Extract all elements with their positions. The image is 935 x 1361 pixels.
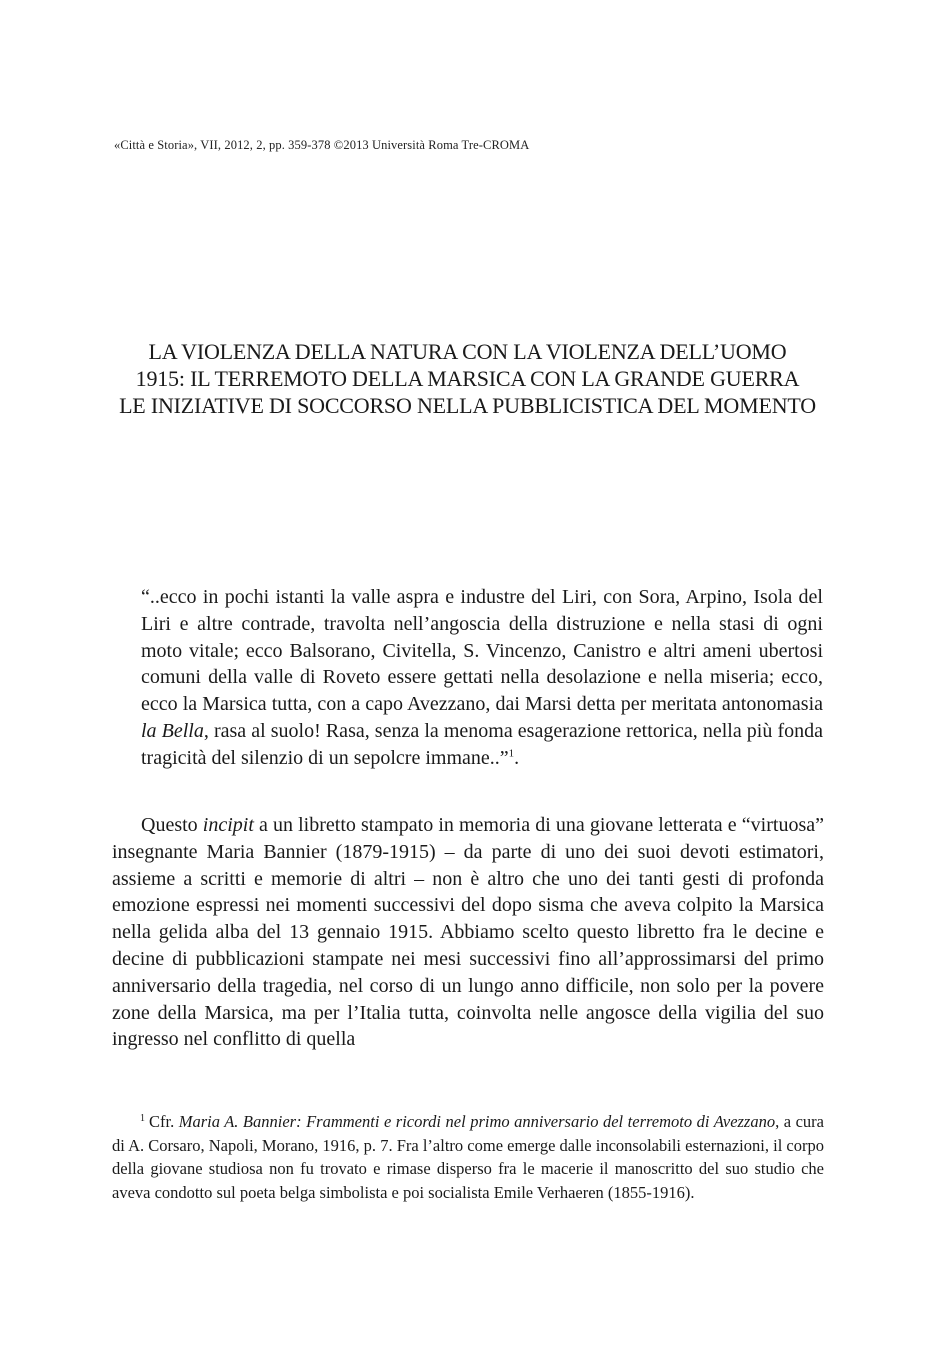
quote-italic: la Bella — [141, 719, 204, 742]
footnote-number: 1 — [140, 1112, 145, 1124]
quote-text-start: “..ecco in pochi istanti la valle aspra e industre del Liri, con Sora, Arpino, Isola del Liri e altre contrade, travolta nell’angoscia della distruzione e nella stasi di ogni moto vitale; ecco Balsorano, Civitella, S. Vincenzo, Canistro e altri ameni ubertosi comuni della valle di Roveto essere gettati nella desolazione e nella miseria; ecco, ecco la Marsica tutta, con a capo Avezzano, dai Marsi detta per meritata antonomasia — [141, 586, 823, 716]
footnote-italic-title: Maria A. Bannier: Frammenti e ricordi nel primo anniversario del terremoto di Avezzano — [178, 1112, 776, 1131]
title-line-1: LA VIOLENZA DELLA NATURA CON LA VIOLENZA DELL’UOMO — [148, 339, 787, 364]
footnote — [112, 1110, 824, 1204]
title-line-3: LE INIZIATIVE DI SOCCORSO NELLA PUBBLICISTICA DEL MOMENTO — [119, 393, 816, 418]
paragraph-rest: a un libretto stampato in memoria di una giovane letterata e “virtuosa” insegnante Maria Bannier (1879-1915) – da parte di uno dei suoi devoti estimatori, assieme a scritti e memorie di altri – non è altro che uno dei tanti gesti di profonda emozione espressi nei momenti successivi del dopo sisma che aveva colpito la Marsica nella gelida alba del 13 gennaio 1915. Abbiamo scelto questo libretto fra le decine e decine di pubblicazioni stampate nei mesi successivi fino all’approssimarsi del primo anniversario della tragedia, nel corso di un lungo anno difficile, non solo per la povere zone della Marsica, ma per l’Italia tutta, coinvolta nelle angosce della vigilia del suo ingresso nel conflitto di quella — [112, 814, 824, 1051]
block-quote — [141, 584, 823, 772]
body-paragraph — [112, 812, 824, 1053]
paragraph-start: Questo — [141, 814, 203, 836]
running-head: «Città e Storia», VII, 2012, 2, pp. 359-378 ©2013 Università Roma Tre-CROMA — [114, 138, 530, 152]
footnote-text: , a cura di A. Corsaro, Napoli, Morano, 1916, p. 7. Fra l’altro come emerge dalle inconsolabili esternazioni, il corpo della giovane studiosa non fu trovato e rimase disperso fra le macerie il manoscritto del suo studio che aveva condotto sul poeta belga simbolista e poi socialista Emile Verhaeren (1855-1916). — [112, 1112, 824, 1202]
quote-final-period: . — [514, 746, 520, 769]
title-line-2: 1915: IL TERREMOTO DELLA MARSICA CON LA GRANDE GUERRA — [135, 366, 800, 391]
article-title — [100, 338, 835, 419]
paragraph-italic: incipit — [202, 814, 254, 836]
footnote-reference[interactable]: 1 — [508, 747, 515, 760]
quote-text-end: , rasa al suolo! Rasa, senza la menoma esagerazione rettorica, nella più fonda tragicità del silenzio di un sepolcre immane..” — [141, 719, 823, 769]
footnote-prefix: Cfr. — [149, 1112, 179, 1131]
